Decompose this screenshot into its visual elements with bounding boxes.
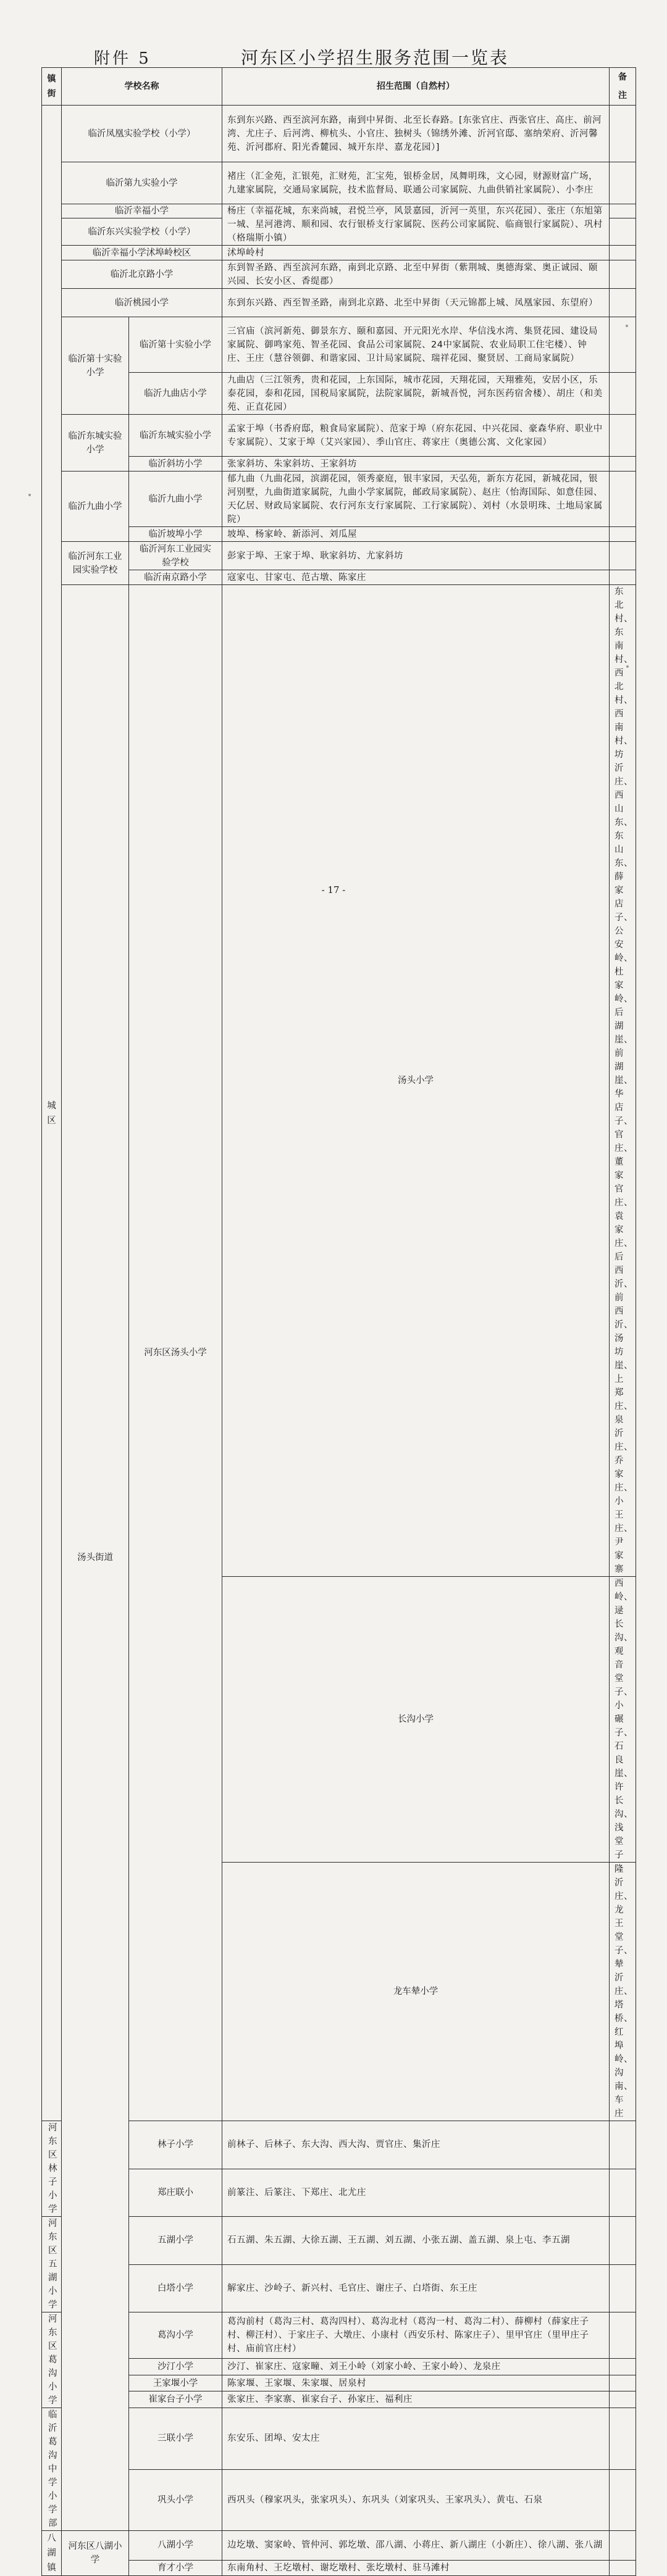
table-row <box>42 457 636 472</box>
school-name: 临沂河东工业园实验学校 <box>129 542 222 570</box>
school-name: 崔家台子小学 <box>129 2391 222 2408</box>
remark-cell <box>610 2408 636 2470</box>
school-name: 临沂北京路小学 <box>62 260 222 289</box>
table-row <box>42 2169 636 2217</box>
remark-cell <box>610 2217 636 2265</box>
enrollment-range: 沭埠岭村 <box>222 246 610 260</box>
school-group: 临沂第十实验小学 <box>62 317 129 415</box>
enrollment-range: 隆沂庄、龙王堂子、辇沂庄、塔桥、红埠岭、沟南、车庄 <box>610 1863 636 2121</box>
enrollment-table <box>41 67 636 2576</box>
remark-cell <box>610 2359 636 2375</box>
school-name: 白塔小学 <box>129 2264 222 2312</box>
remark-cell <box>610 527 636 542</box>
table-row <box>42 2531 636 2561</box>
enrollment-range: 九曲店（三江领秀，贵和花园，上东国际，城市花园，天翔花园，天翔雅苑，安居小区，乐泰花园，泰和花园，国税局家属院，法院家属院，新城吾悦，河东医药宿舍楼）、胡庄（和美苑、正直花园） <box>222 373 610 415</box>
school-group: 临沂河东工业园实验学校 <box>62 542 129 585</box>
remark-cell <box>610 457 636 472</box>
enrollment-range: 郁九曲（九曲花园，滨湖花园，领秀豪庭，银丰家园，天弘苑，新东方花园，新城花园，银河别墅，九曲街道家属院，九曲小学家属院，邮政局家属院）、赵庄（怡海国际、如意佳园、天亿居、财政局家属院、农行河东支行家属院、工行家属院）、刘村（水景明珠、土地局家属院） <box>222 472 610 527</box>
school-name: 临沂东城实验小学 <box>129 415 222 457</box>
school-name: 三联小学 <box>129 2408 222 2470</box>
school-name: 葛沟小学 <box>129 2312 222 2359</box>
enrollment-range: 彭家于埠、王家于埠、耿家斜坊、尤家斜坊 <box>222 542 610 570</box>
school-group: 临沂东城实验小学 <box>62 415 129 472</box>
page-number: - 17 - <box>321 884 346 895</box>
enrollment-range: 前篆注、后篆注、下郑庄、北尤庄 <box>222 2169 610 2217</box>
school-name: 临沂南京路小学 <box>129 570 222 585</box>
school-name: 临沂幸福小学沭埠岭校区 <box>62 246 222 260</box>
table-row <box>42 2312 636 2359</box>
table-row <box>42 162 636 204</box>
enrollment-range: 东北村、东南村、西北村、西南村、坊沂庄、西山东、东山东、薛家店子、公安岭、杜家岭、后湖崖、前湖崖、华店子、官庄、董家官庄、袁家庄、后西沂、前西沂、汤坊崖、上郑庄、泉沂庄、乔家庄、小王庄、尹家寨 <box>610 585 636 1577</box>
school-group: 临沂九曲小学 <box>62 472 129 542</box>
remark-cell <box>610 218 636 246</box>
table-row <box>42 2560 636 2575</box>
enrollment-range: 边圪墩、窦家岭、管仲河、郭圪墩、邵八湖、小蒋庄、新八湖庄（小新庄）、徐八湖、张八湖 <box>222 2531 610 2561</box>
enrollment-range: 石五湖、朱五湖、大徐五湖、王五湖、刘五湖、小张五湖、盖五湖、泉上屯、李五湖 <box>222 2217 610 2265</box>
table-row <box>42 2121 636 2169</box>
table-row <box>42 246 636 260</box>
header-remark: 备注 <box>610 68 636 106</box>
enrollment-range: 东南角村、王圪墩村、谢圪墩村、张圪墩村、驻马滩村 <box>222 2560 610 2575</box>
enrollment-range: 三官庙（滨河新苑、御景东方、颐和嘉园、开元阳光水岸、华信浅水湾、集贤花园、建设局家属院、御鸣家苑、智圣花园、食品公司家属院、24中家属院、农业局职工住宅楼）、钟庄、王庄（慧谷领御、和谐家园、卫计局家属院、瑞祥花园、聚贤居、工商局家属院） <box>222 317 610 373</box>
remark-cell <box>610 542 636 570</box>
header-town: 镇街 <box>42 68 62 106</box>
enrollment-range: 张家斜坊、朱家斜坊、王家斜坊 <box>222 457 610 472</box>
table-row <box>42 570 636 585</box>
remark-cell <box>610 260 636 289</box>
table-row <box>42 106 636 162</box>
school-name: 临沂第九实验小学 <box>62 162 222 204</box>
enrollment-range: 褚庄（汇金苑，汇银苑，汇财苑，汇宝苑，银桥金居，凤舞明珠，文心园，财源财富广场，九建家属院，交通局家属院，技术监督局、联通公司家属院、九曲供销社家属院）、小李庄 <box>222 162 610 204</box>
remark-cell <box>610 106 636 162</box>
school-group: 河东区汤头小学 <box>129 585 222 2121</box>
table-row <box>42 373 636 415</box>
enrollment-range: 前林子、后林子、东大沟、西大沟、贾官庄、集沂庄 <box>222 2121 610 2169</box>
enrollment-range: 东到东兴路、西至智圣路，南到北京路、北至中昇街（天元锦都上城、凤凰家园、东望府） <box>222 289 610 317</box>
table-row <box>42 2264 636 2312</box>
enrollment-range: 西岭、逯长沟、观音堂子、小碾子、石良崖、许长沟、浅堂子 <box>610 1577 636 1863</box>
remark-cell <box>610 2560 636 2575</box>
remark-cell <box>610 289 636 317</box>
town-bahu: 八湖镇 <box>42 2531 62 2576</box>
school-name: 林子小学 <box>129 2121 222 2169</box>
table-row <box>42 204 636 218</box>
remark-cell <box>610 2169 636 2217</box>
enrollment-range: 杨庄（幸福花城，东来尚城，君悦兰亭，风景嘉园，沂河一英里，东兴花园）、张庄（东旭第一城、星河港湾、顺和园、农行银桥支行家属院、医药公司家属院、临商银行家属院）、巩村（格瑞斯小镇） <box>222 204 610 246</box>
scan-speck <box>626 325 628 327</box>
enrollment-range: 解家庄、沙岭子、新兴村、毛官庄、谢庄子、白塔街、东王庄 <box>222 2264 610 2312</box>
remark-cell <box>610 2531 636 2561</box>
school-name: 王家堰小学 <box>129 2375 222 2391</box>
table-row <box>42 472 636 527</box>
enrollment-range: 葛沟前村（葛沟三村、葛沟四村）、葛沟北村（葛沟一村、葛沟二村）、薛柳村（薛家庄子村、柳汪村）、于家庄子、大墩庄、小康村（西安乐村、陈家庄子）、里甲官庄（里甲庄子村、庙前官庄村） <box>222 2312 610 2359</box>
school-name: 临沂九曲小学 <box>129 472 222 527</box>
remark-cell <box>610 2391 636 2408</box>
school-name: 临沂凤凰实验学校（小学） <box>62 106 222 162</box>
school-name: 长沟小学 <box>222 1577 610 1863</box>
enrollment-range: 陈家堰、王家堰、朱家堰、居泉村 <box>222 2375 610 2391</box>
remark-cell <box>610 2469 636 2531</box>
remark-cell <box>610 246 636 260</box>
enrollment-range: 东到东兴路、西至滨河东路，南到中昇街、北至长春路。[东张官庄、西张官庄、高庄、前河湾、尤庄子、后河湾、柳杭头、小官庄、独树头（锦绣外滩、沂河官邸、塞纳荣府、沂河馨苑、沂河郡府、阳光香麓园、城开东岸、嘉龙花园）] <box>222 106 610 162</box>
table-row <box>42 415 636 457</box>
school-name: 五湖小学 <box>129 2217 222 2265</box>
school-name: 临沂桃园小学 <box>62 289 222 317</box>
school-name: 郑庄联小 <box>129 2169 222 2217</box>
school-name: 临沂九曲店小学 <box>129 373 222 415</box>
header-school: 学校名称 <box>62 68 222 106</box>
enrollment-range: 坡埠、杨家岭、新添河、刘瓜屋 <box>222 527 610 542</box>
table-row <box>42 289 636 317</box>
remark-cell <box>610 415 636 457</box>
school-name: 沙汀小学 <box>129 2359 222 2375</box>
school-group: 河东区五湖小学 <box>42 2217 62 2312</box>
school-name: 临沂幸福小学 <box>62 204 222 218</box>
school-group: 河东区林子小学 <box>42 2121 62 2217</box>
table-row <box>42 260 636 289</box>
school-name: 临沂坡埠小学 <box>129 527 222 542</box>
table-row <box>42 2217 636 2265</box>
school-name: 临沂第十实验小学 <box>129 317 222 373</box>
enrollment-range: 孟家于埠（书香府邸，粮食局家属院）、范家于埠（府东花园、中兴花园、豪森华府、职业中专家属院）、艾家于埠（艾兴家园）、季山官庄、蒋家庄（奥德公寓、文化家园） <box>222 415 610 457</box>
table-row <box>42 2391 636 2408</box>
table-header-row <box>42 68 636 106</box>
remark-cell <box>610 2375 636 2391</box>
school-name: 巩头小学 <box>129 2469 222 2531</box>
school-name: 八湖小学 <box>129 2531 222 2561</box>
school-name: 临沂斜坊小学 <box>129 457 222 472</box>
table-row <box>42 585 636 1577</box>
enrollment-range: 西巩头（穆家巩头，张家巩头）、东巩头（刘家巩头、王家巩头）、黄屯、石泉 <box>222 2469 610 2531</box>
school-name: 汤头小学 <box>222 585 610 1577</box>
table-row <box>42 2359 636 2375</box>
table-row <box>42 542 636 570</box>
enrollment-range: 沙汀、崔家庄、寇家疃、刘王小岭（刘家小岭、王家小岭）、龙泉庄 <box>222 2359 610 2375</box>
annex-label: 附件 5 <box>94 49 151 68</box>
remark-cell <box>610 472 636 527</box>
remark-cell <box>610 204 636 218</box>
remark-cell <box>610 2312 636 2359</box>
remark-cell <box>610 570 636 585</box>
town-chengqu: 城区 <box>42 106 62 2121</box>
town-tangtou: 汤头街道 <box>62 585 129 2531</box>
remark-cell <box>610 2121 636 2169</box>
remark-cell <box>610 162 636 204</box>
header-range: 招生范围（自然村） <box>222 68 610 106</box>
scan-speck <box>626 665 629 668</box>
enrollment-range: 东到智圣路、西至滨河东路，南到北京路、北至中昇街（紫荆城、奥德海棠、奥正诚园、颐兴园、长安小区、香缇郡） <box>222 260 610 289</box>
school-group: 河东区葛沟小学 <box>42 2312 62 2408</box>
school-name: 临沂东兴实验学校（小学） <box>62 218 222 246</box>
table-row <box>42 2375 636 2391</box>
enrollment-range: 东安乐、团埠、安太庄 <box>222 2408 610 2470</box>
remark-cell <box>610 317 636 373</box>
scan-speck <box>28 494 31 496</box>
table-row <box>42 527 636 542</box>
enrollment-range: 张家庄、李家寨、崔家台子、孙家庄、福利庄 <box>222 2391 610 2408</box>
table-row <box>42 2408 636 2470</box>
enrollment-range: 寇家屯、甘家屯、范古墩、陈家庄 <box>222 570 610 585</box>
school-name: 龙车辇小学 <box>222 1863 610 2121</box>
page-title: 河东区小学招生服务范围一览表 <box>241 48 510 68</box>
school-name: 育才小学 <box>129 2560 222 2575</box>
table-row <box>42 317 636 373</box>
school-group: 河东区八湖小学 <box>62 2531 129 2576</box>
remark-cell <box>610 2264 636 2312</box>
table-row <box>42 2469 636 2531</box>
remark-cell <box>610 373 636 415</box>
school-group: 临沂葛沟中学小学部 <box>42 2408 62 2531</box>
